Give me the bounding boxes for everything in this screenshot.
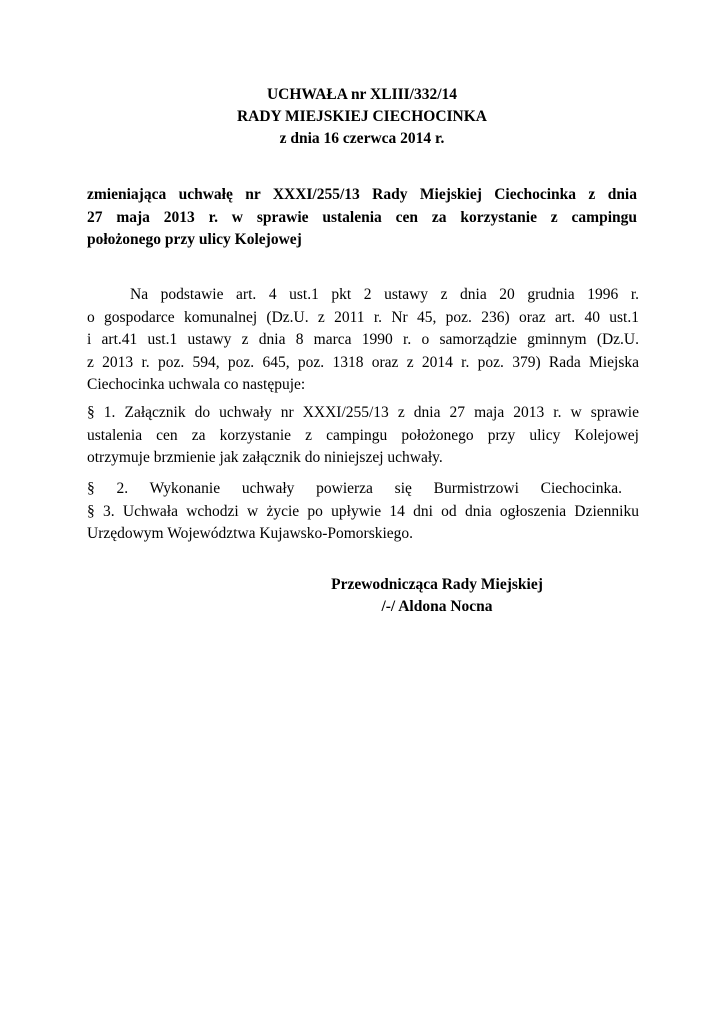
signature-block xyxy=(262,574,612,618)
paragraph-line: § 3. Uchwała wchodzi w życie po upływie 14 dni od dnia ogłoszenia Dzienniku xyxy=(87,502,639,520)
section-1-paragraph xyxy=(87,402,639,470)
resolution-header xyxy=(0,84,724,150)
resolution-date: z dnia 16 czerwca 2014 r. xyxy=(279,130,445,147)
paragraph-line: o gospodarce komunalnej (Dz.U. z 2011 r. Nr 45, poz. 236) oraz art. 40 ust.1 xyxy=(87,308,639,326)
subject-line: 27 maja 2013 r. w sprawie ustalenia cen za korzystanie z campingu xyxy=(87,208,637,226)
paragraph-line: Na podstawie art. 4 ust.1 pkt 2 ustawy z dnia 20 grudnia 1996 r. xyxy=(130,286,639,303)
paragraph-line: § 1. Załącznik do uchwały nr XXXI/255/13 z dnia 27 maja 2013 r. w sprawie xyxy=(87,404,639,421)
paragraph-line: z 2013 r. poz. 594, poz. 645, poz. 1318 oraz z 2014 r. poz. 379) Rada Miejska xyxy=(87,353,639,371)
resolution-subject xyxy=(87,184,637,252)
paragraph-line: ustalenia cen za korzystanie z campingu położonego przy ulicy Kolejowej xyxy=(87,426,639,444)
subject-line: zmieniająca uchwałę nr XXXI/255/13 Rady Miejskiej Ciechocinka z dnia xyxy=(87,186,637,203)
signatory-title: Przewodnicząca Rady Miejskiej xyxy=(331,576,543,593)
signatory-name: /-/ Aldona Nocna xyxy=(381,598,493,615)
resolution-number: UCHWAŁA nr XLIII/332/14 xyxy=(266,86,458,103)
paragraph-line: Urzędowym Województwa Kujawsko-Pomorskiego. xyxy=(87,525,414,542)
legal-basis-paragraph xyxy=(87,284,639,397)
paragraph-line: Ciechocinka uchwala co następuje: xyxy=(87,376,306,393)
paragraph-line: i art.41 ust.1 ustawy z dnia 8 marca 1990 r. o samorządzie gminnym (Dz.U. xyxy=(87,331,639,348)
section-2-3-paragraph xyxy=(87,478,639,546)
paragraph-line: § 2. Wykonanie uchwały powierza się Burmistrzowi Ciechocinka. xyxy=(87,480,622,497)
paragraph-line: otrzymuje brzmienie jak załącznik do niniejszej uchwały. xyxy=(87,449,443,466)
issuing-body: RADY MIEJSKIEJ CIECHOCINKA xyxy=(236,108,488,125)
subject-line: położonego przy ulicy Kolejowej xyxy=(87,231,302,248)
